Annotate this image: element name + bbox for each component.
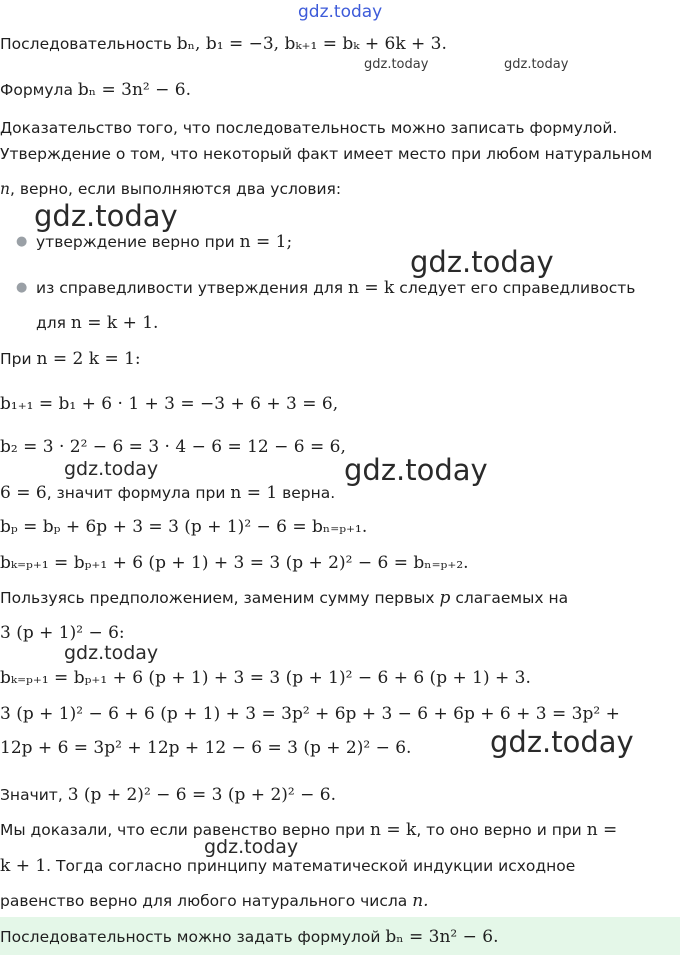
calc-exp-2: 12p + 6 = 3p² + 12p + 12 − 6 = 3 (p + 2)² − 6. bbox=[0, 738, 412, 758]
formula-label: Формула bbox=[0, 81, 73, 99]
bullet-2-cont bbox=[36, 312, 158, 334]
induction-line-2 bbox=[0, 178, 341, 200]
using-text: Пользуясь предположением, заменим сумму первых bbox=[0, 589, 435, 607]
when-math: n = 2 k = 1: bbox=[36, 349, 141, 369]
proved-line-2 bbox=[0, 855, 575, 877]
proved-text-2: . Тогда согласно принципу математической индукции исходное bbox=[46, 857, 576, 875]
k-plus-1: k + 1 bbox=[0, 856, 47, 876]
check-math: n = 1 bbox=[230, 483, 278, 503]
six-eq-six: 6 = 6 bbox=[0, 483, 47, 503]
proved-math-2: n = bbox=[586, 820, 618, 840]
calc-b2: b₂ = 3 · 2² − 6 = 3 · 4 − 6 = 12 − 6 = 6, bbox=[0, 437, 346, 457]
bullet-2-text-a: из справедливости утверждения для bbox=[36, 279, 344, 297]
watermark-big: gdz.today bbox=[344, 453, 488, 487]
watermark-big: gdz.today bbox=[34, 199, 178, 233]
seq-formula: bₙ, b₁ = −3, bₖ₊₁ = bₖ + 6k + 3. bbox=[176, 34, 447, 54]
bullet-1 bbox=[36, 231, 292, 253]
answer-formula: bₙ = 3n² − 6. bbox=[385, 927, 499, 947]
bullet-2-math-b: n = k + 1. bbox=[70, 313, 159, 333]
watermark-mid: gdz.today bbox=[64, 642, 159, 664]
using-text-end: слагаемых на bbox=[455, 589, 569, 607]
sequence-definition bbox=[0, 33, 447, 55]
formula-math: bₙ = 3n² − 6. bbox=[77, 80, 192, 100]
seq-label: Последовательность bbox=[0, 35, 172, 53]
sum-first: 3 (p + 1)² − 6: bbox=[0, 623, 125, 643]
proved-math-1: n = k bbox=[370, 820, 417, 840]
calc-b1: b₁₊₁ = b₁ + 6 · 1 + 3 = −3 + 6 + 3 = 6, bbox=[0, 394, 339, 414]
calc-sub: bₖ₌ₚ₊₁ = bₚ₊₁ + 6 (p + 1) + 3 = 3 (p + 1)² − 6 + 6 (p + 1) + 3. bbox=[0, 668, 531, 688]
bullet-2-text-b: следует его справедливость bbox=[399, 279, 636, 297]
check-text-end: верна. bbox=[282, 484, 336, 502]
watermark-small: gdz.today bbox=[504, 57, 569, 72]
watermark-top: gdz.today bbox=[298, 2, 383, 22]
calc-exp-1: 3 (p + 1)² − 6 + 6 (p + 1) + 3 = 3p² + 6p + 3 − 6 + 6p + 6 + 3 = 3p² + bbox=[0, 704, 620, 724]
calc-bp: bₚ = bₚ + 6p + 3 = 3 (p + 1)² − 6 = bₙ₌ₚ₊₁. bbox=[0, 517, 368, 537]
proved-line-1 bbox=[0, 819, 617, 841]
therefore-text: Значит, bbox=[0, 786, 63, 804]
n-var: n bbox=[0, 180, 10, 198]
bullet-dot: ● bbox=[16, 234, 28, 249]
check-line bbox=[0, 482, 335, 504]
induction-text: , верно, если выполняются два условия: bbox=[9, 180, 342, 198]
induction-line-1: Утверждение о том, что некоторый факт имеет место при любом натуральном bbox=[0, 145, 653, 163]
bullet-dot: ● bbox=[16, 280, 28, 295]
therefore-math: 3 (p + 2)² − 6 = 3 (p + 2)² − 6. bbox=[67, 785, 336, 805]
check-text: , значит формула при bbox=[46, 484, 226, 502]
bullet-2-math: n = k bbox=[348, 278, 395, 298]
bullet-2-text-c: для bbox=[36, 314, 66, 332]
watermark-big: gdz.today bbox=[490, 725, 634, 759]
p-var: p bbox=[439, 588, 451, 608]
proved-text-1b: , то оно верно и при bbox=[416, 821, 582, 839]
bullet-1-text: утверждение верно при bbox=[36, 233, 235, 251]
n-end: n. bbox=[412, 891, 429, 911]
formula-line bbox=[0, 79, 191, 101]
answer-text: Последовательность можно задать формулой bbox=[0, 928, 381, 946]
watermark-big: gdz.today bbox=[410, 245, 554, 279]
watermark-mid: gdz.today bbox=[64, 458, 159, 480]
proved-line-3 bbox=[0, 890, 429, 912]
base-case-label bbox=[0, 348, 141, 370]
proved-text-3: равенство верно для любого натурального числа bbox=[0, 892, 408, 910]
bullet-2 bbox=[36, 277, 635, 299]
calc-bk: bₖ₌ₚ₊₁ = bₚ₊₁ + 6 (p + 1) + 3 = 3 (p + 2)² − 6 = bₙ₌ₚ₊₂. bbox=[0, 553, 469, 573]
when-label: При bbox=[0, 350, 32, 368]
watermark-small: gdz.today bbox=[364, 57, 429, 72]
using-line bbox=[0, 587, 568, 609]
watermark-mid: gdz.today bbox=[204, 836, 299, 858]
bullet-1-math: n = 1; bbox=[239, 232, 293, 252]
therefore-line bbox=[0, 784, 336, 806]
proof-intro: Доказательство того, что последовательность можно записать формулой. bbox=[0, 119, 618, 137]
answer-line bbox=[0, 926, 499, 948]
proved-text-1: Мы доказали, что если равенство верно при bbox=[0, 821, 366, 839]
